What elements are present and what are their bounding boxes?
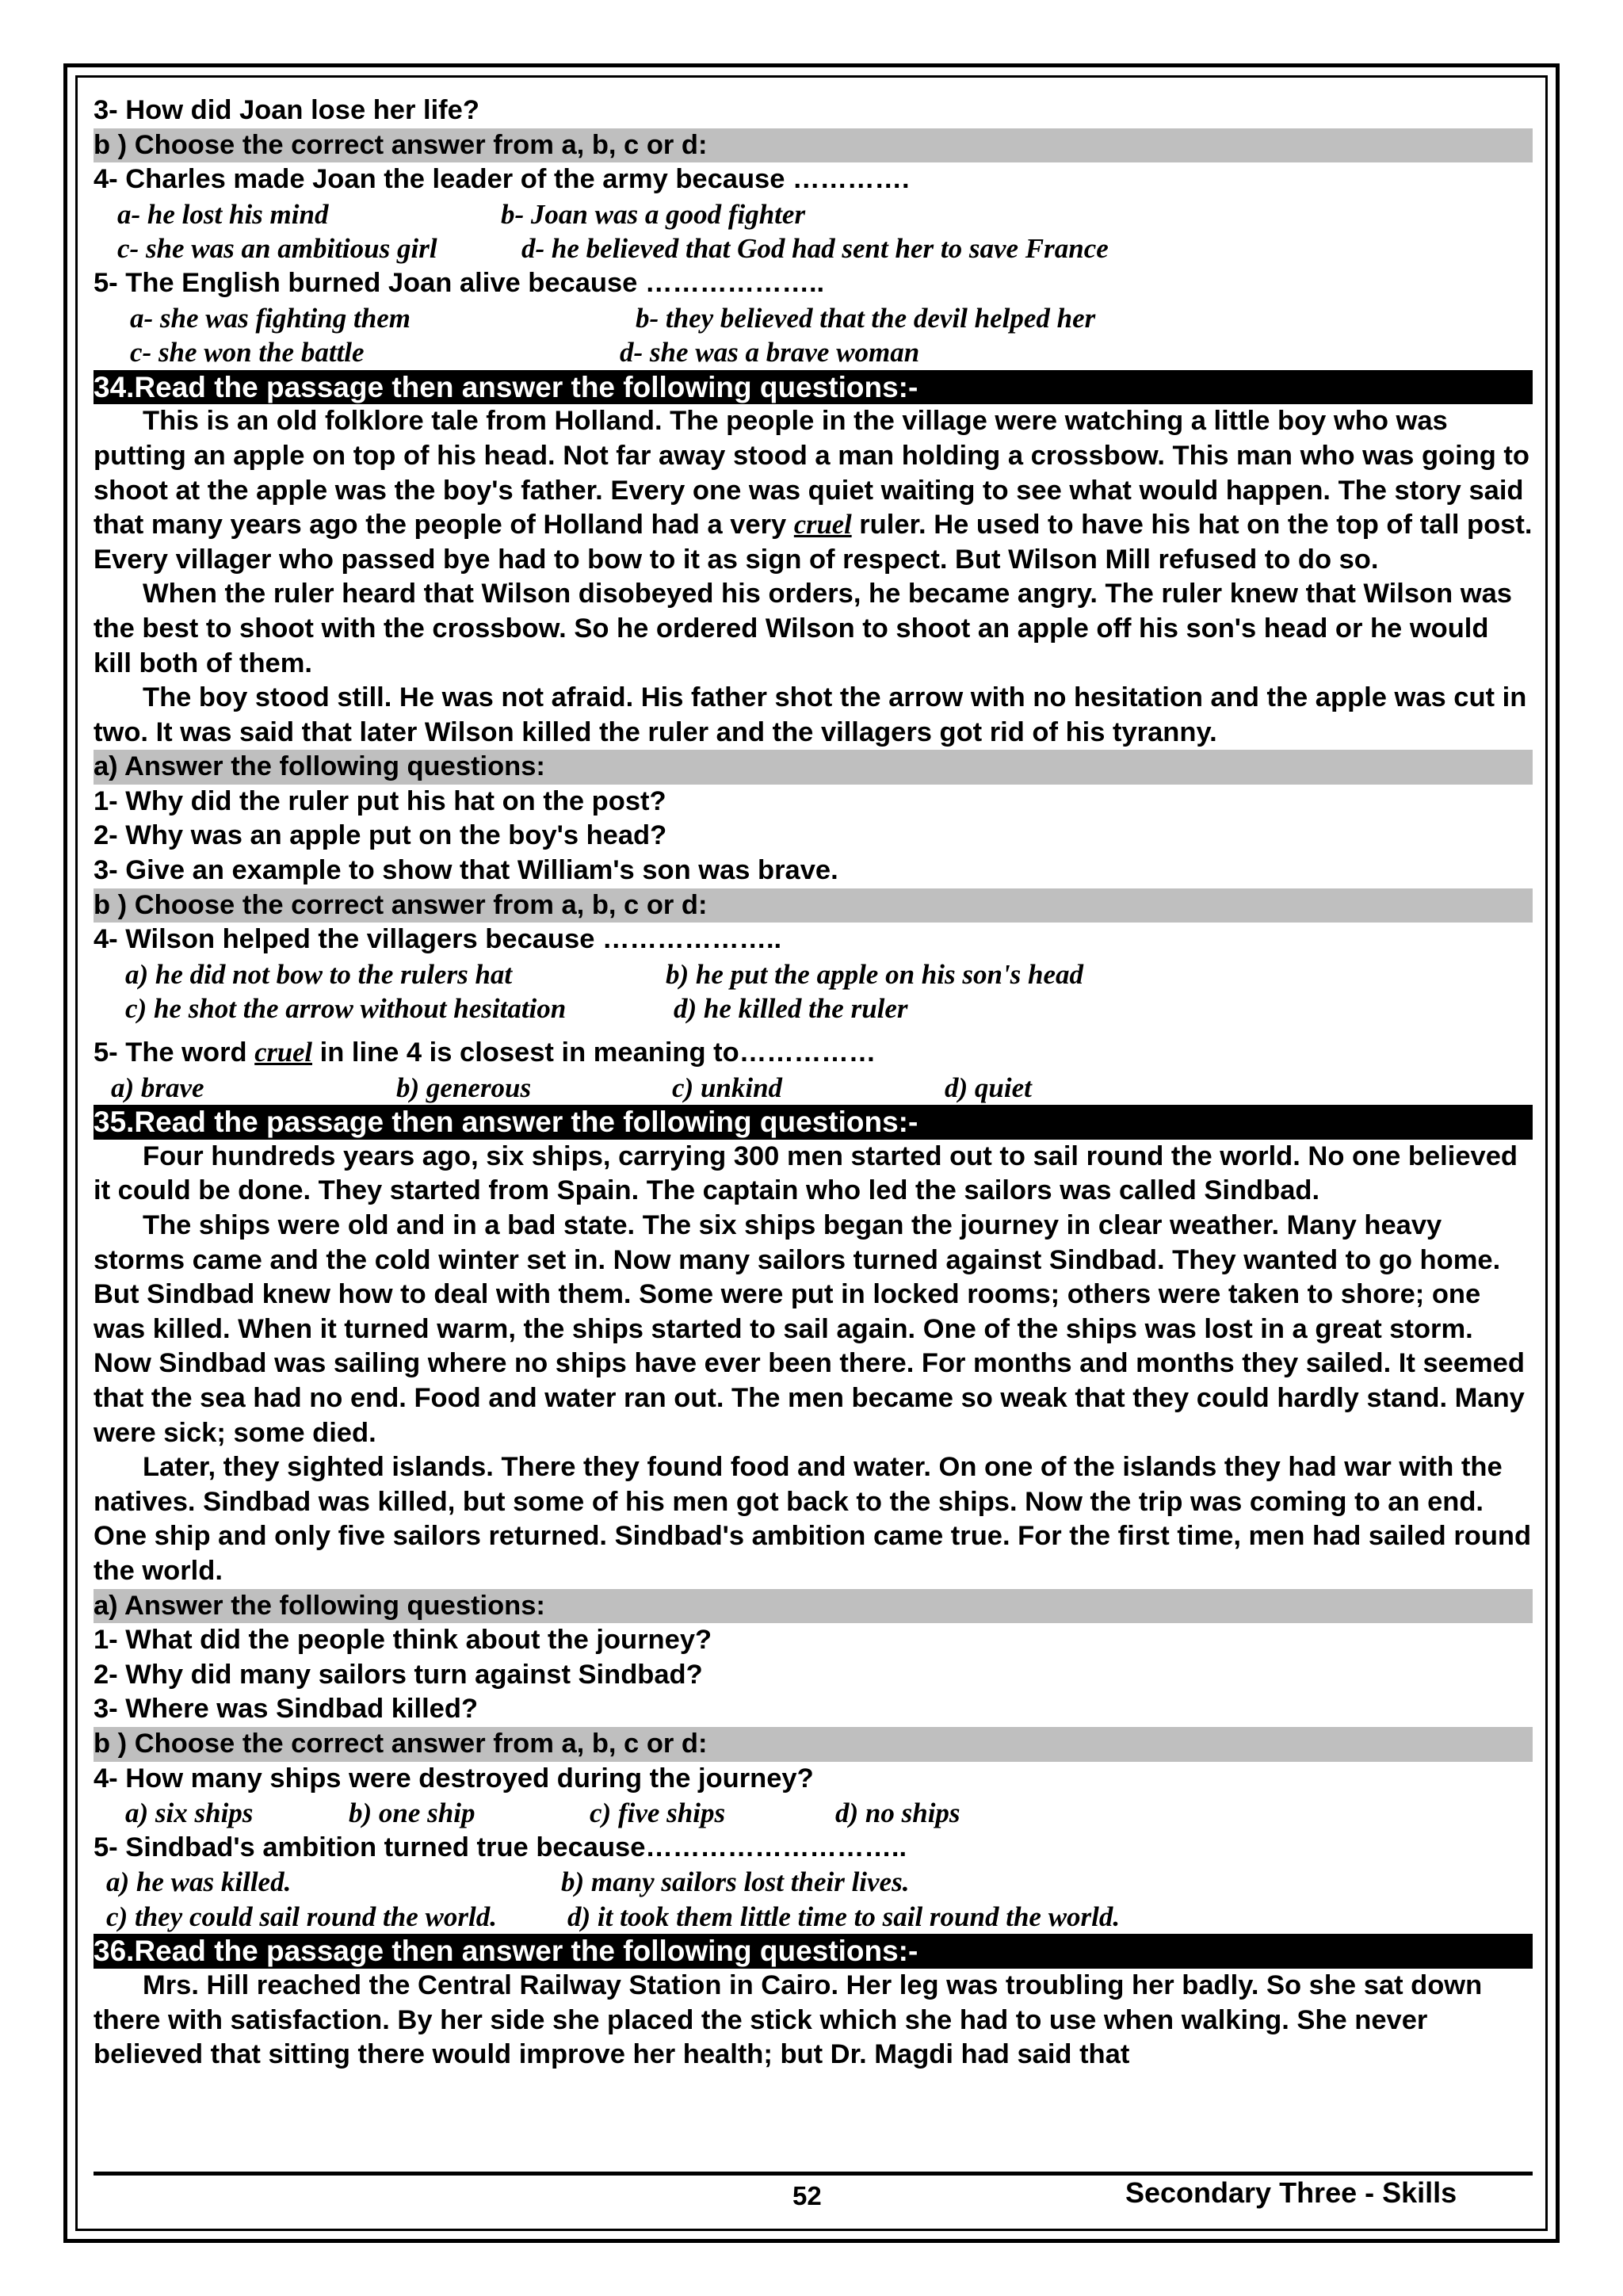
section-b-heading: b ) Choose the correct answer from a, b, c or d: [94, 888, 1533, 923]
options-row [94, 197, 1533, 232]
option-a: a) he was killed. [106, 1866, 292, 1898]
section-35-passage [94, 1140, 1533, 1589]
section-36-passage [94, 1969, 1533, 2073]
option-c: c) five ships [590, 1797, 726, 1829]
option-c: c) they could sail round the world. [106, 1901, 497, 1932]
option-b: b) generous [396, 1072, 532, 1103]
section-34-passage [94, 404, 1533, 750]
underlined-word: cruel [254, 1037, 313, 1068]
question-5: 5- The English burned Joan alive because ……………….. [94, 267, 825, 298]
page-number: 52 [792, 2181, 822, 2210]
options-row [94, 335, 1533, 370]
option-c: c- she was an ambitious girl [117, 233, 437, 265]
passage-paragraph: Four hundreds years ago, six ships, carrying 300 men started out to sail round the world. No one believed it could be done. They started from Spain. The captain who led the sailors was called Sindbad. [94, 1140, 1518, 1206]
option-d: d) it took them little time to sail round the world. [567, 1901, 1121, 1932]
options-row [94, 1071, 1533, 1106]
question-2: 2- Why did many sailors turn against Sindbad? [94, 1659, 703, 1690]
worksheet-content [94, 94, 1533, 2073]
options-row [94, 991, 1533, 1026]
section-34-heading: 34.Read the passage then answer the following questions:- [94, 370, 1533, 405]
option-b: b) one ship [349, 1797, 475, 1829]
option-b: b- they believed that the devil helped her [636, 302, 1096, 334]
section-b-heading: b ) Choose the correct answer from a, b, c or d: [94, 1727, 1533, 1762]
passage-paragraph: Mrs. Hill reached the Central Railway Station in Cairo. Her leg was troubling her badly. So she sat down there with satisfaction. By her side she placed the stick which she had to use when walking. She never believed that sitting there would improve her health; but Dr. Magdi had said that [94, 1970, 1483, 2070]
option-a: a) six ships [125, 1797, 254, 1829]
option-a: a) he did not bow to the rulers hat [125, 958, 513, 990]
option-d: d) he killed the ruler [674, 993, 908, 1025]
option-b: b) he put the apple on his son's head [666, 958, 1084, 990]
question-3: 3- Give an example to show that William's son was brave. [94, 855, 838, 886]
option-d: d) quiet [945, 1072, 1032, 1103]
question-4: 4- Wilson helped the villagers because ……………….. [94, 924, 782, 955]
option-b: b- Joan was a good fighter [501, 198, 806, 230]
passage-paragraph: When the ruler heard that Wilson disobeyed his orders, he became angry. The ruler knew that Wilson was the best to shoot with the crossbow. So he ordered Wilson to shoot an apple off his son's head or he would kill both of them. [94, 579, 1512, 678]
option-a: a- he lost his mind [117, 198, 329, 230]
options-row [94, 1865, 1533, 1900]
passage-paragraph: The ships were old and in a bad state. The six ships began the journey in clear weather. Many heavy storms came and the cold winter set in. Now many sailors turned against Sindbad. They wanted to go home. But Sindbad knew how to deal with them. Some were put in locked rooms; others were taken to shore; one was killed. When it turned warm, the ships started to sail again. One of the ships was lost in a great storm. Now Sindbad was sailing where no ships have ever been there. For months and months they sailed. It seemed that the sea had no end. Food and water ran out. The men became so weak that they could hardly stand. Many were sick; some died. [94, 1210, 1525, 1448]
option-a: a- she was fighting them [130, 302, 411, 334]
section-35-heading: 35.Read the passage then answer the following questions:- [94, 1105, 1533, 1140]
option-b: b) many sailors lost their lives. [561, 1866, 910, 1898]
footer-rule [94, 2172, 1533, 2176]
option-c: c) he shot the arrow without hesitation [125, 993, 567, 1025]
option-d: d) no ships [835, 1797, 960, 1829]
options-row [94, 301, 1533, 336]
question-3: 3- How did Joan lose her life? [94, 95, 479, 125]
passage-paragraph: Later, they sighted islands. There they found food and water. On one of the islands they had war with the natives. Sindbad was killed, but some of his men got back to the ships. Now the trip was coming to an end. One ship and only five sailors returned. Sindbad's ambition came true. For the first time, men had sailed round the world. [94, 1452, 1532, 1586]
option-d: d- he believed that God had sent her to save France [521, 233, 1109, 265]
options-row [94, 957, 1533, 992]
option-c: c) unkind [672, 1072, 783, 1103]
footer-title: Secondary Three - Skills [1125, 2176, 1457, 2209]
option-a: a) brave [111, 1072, 204, 1103]
option-c: c- she won the battle [130, 337, 365, 369]
section-36-heading: 36.Read the passage then answer the following questions:- [94, 1934, 1533, 1969]
question-4: 4- How many ships were destroyed during the journey? [94, 1763, 814, 1794]
options-row [94, 1796, 1533, 1831]
options-row [94, 231, 1533, 266]
question-2: 2- Why was an apple put on the boy's head? [94, 820, 667, 851]
question-1: 1- What did the people think about the journey? [94, 1625, 712, 1656]
question-3: 3- Where was Sindbad killed? [94, 1694, 479, 1725]
options-row [94, 1900, 1533, 1935]
question-5: 5- The word cruel in line 4 is closest in meaning to…………… [94, 1037, 876, 1068]
passage-paragraph: The boy stood still. He was not afraid. His father shot the arrow with no hesitation and the apple was cut in two. It was said that later Wilson killed the ruler and the villagers got rid of his tyranny. [94, 682, 1527, 747]
question-1: 1- Why did the ruler put his hat on the post? [94, 785, 666, 816]
option-d: d- she was a brave woman [620, 337, 920, 369]
passage-paragraph: This is an old folklore tale from Holland. The people in the village were watching a little boy who was putting an apple on top of his head. Not far away stood a man holding a crossbow. This man who was going to shoot at the apple was the boy's father. Every one was quiet waiting to see what would happen. The story said that many years ago the people of Holland had a very cruel ruler. He used to have his hat on the top of tall post. Every villager who passed bye had to bow to it as sign of respect. But Wilson Mill refused to do so. [94, 406, 1533, 575]
question-5: 5- Sindbad's ambition turned true because……………………….. [94, 1832, 907, 1862]
underlined-word: cruel [793, 510, 852, 541]
section-b-heading: b ) Choose the correct answer from a, b, c or d: [94, 128, 1533, 163]
section-a-heading: a) Answer the following questions: [94, 750, 1533, 785]
section-a-heading: a) Answer the following questions: [94, 1589, 1533, 1624]
question-4: 4- Charles made Joan the leader of the army because …………. [94, 164, 910, 195]
